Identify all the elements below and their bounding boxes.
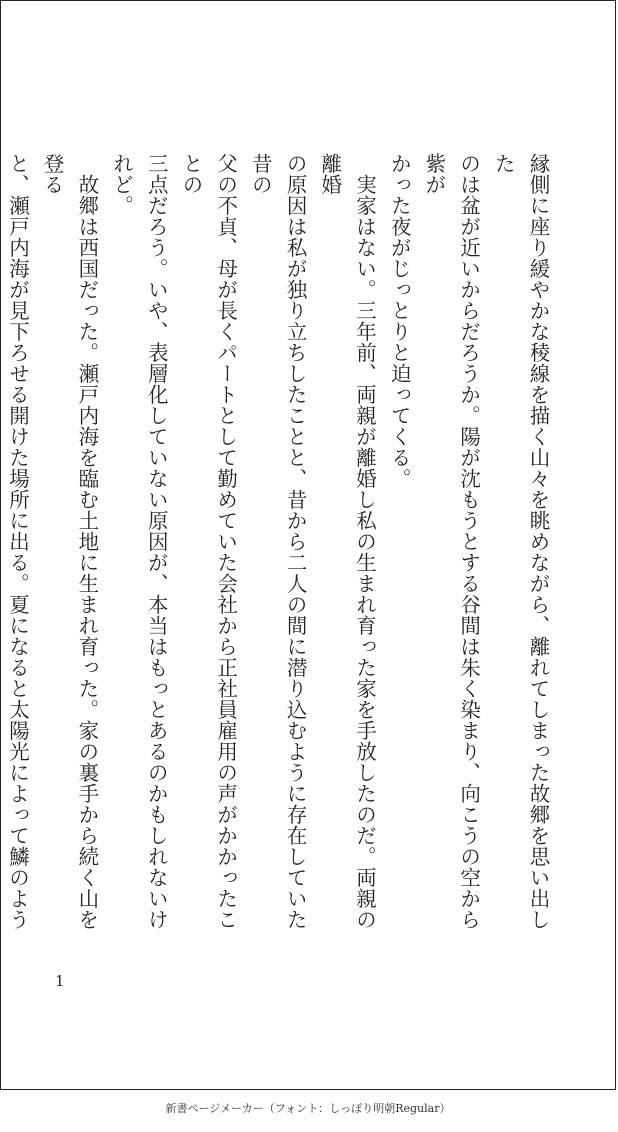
footer-credit: 新書ページメーカー（フォント：しっぽり明朝Regular） — [165, 1102, 451, 1115]
text-line-1: 縁側に座り緩やかな稜線を描く山々を眺めながら、離れてしまった故郷を思い出した — [491, 153, 550, 930]
text-line-5: の原因は私が独り立ちしたことと、昔から二人の間に潜り込むように存在していた昔の — [248, 153, 308, 930]
text-line-4: 実家はない。三年前、両親が離婚し私の生まれ育った家を手放したのだ。両親の離婚 — [317, 153, 377, 930]
text-line-3: かった夜がじっとりと迫ってくる。 — [387, 153, 412, 489]
text-line-2: のは盆が近いからだろうか。陽が沈もうとする谷間は朱く染まり、向こうの空から紫が — [421, 153, 481, 930]
text-line-7: 三点だろう。いや、表層化していない原因が、本当はもっとあるのかもしれないけれど。 — [109, 153, 169, 930]
text-line-6: 父の不貞、母が長くパートとして勤めていた会社から正社員雇用の声がかかったことの — [178, 153, 238, 930]
vertical-text-body — [5, 153, 555, 933]
page-number: 1 — [55, 972, 65, 990]
text-line-9: と、瀬戸内海が見下ろせる開けた場所に出る。夏になると太陽光によって鱗のよう — [5, 153, 30, 930]
text-line-8: 故郷は西国だった。瀬戸内海を臨む土地に生まれ育った。家の裏手から続く山を登る — [40, 153, 99, 930]
